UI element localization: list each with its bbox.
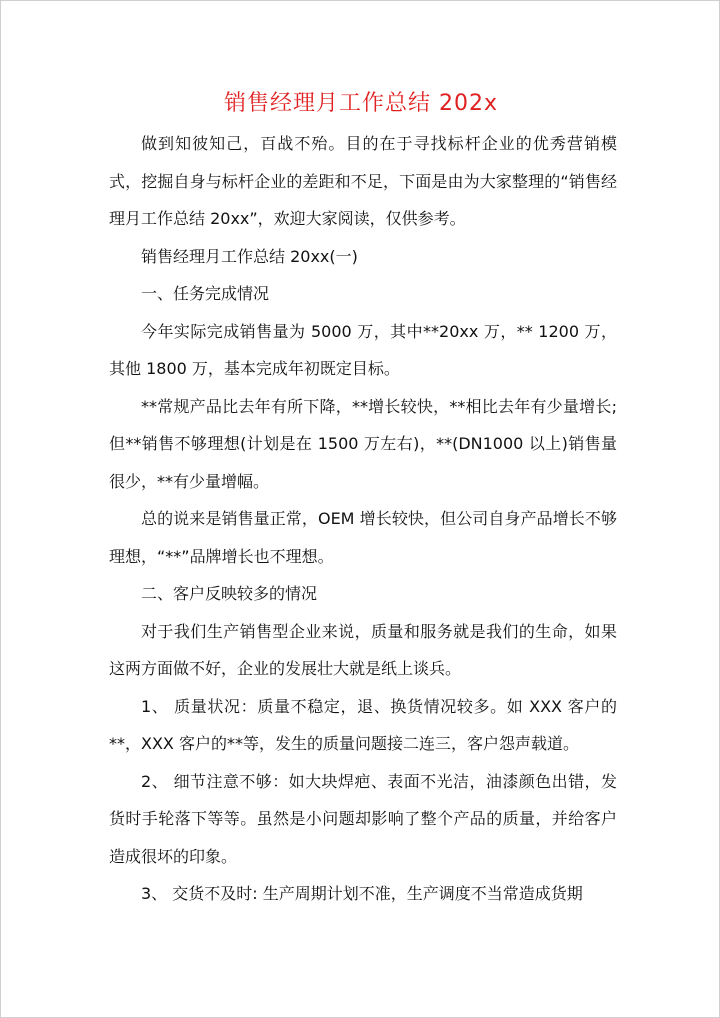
document-body <box>109 125 617 913</box>
list-item-details: 2、 细节注意不够：如大块焊疤、表面不光洁，油漆颜色出错，发货时手轮落下等等。虽然是小问题却影响了整个产品的质量，并给客户造成很坏的印象。 <box>109 771 617 866</box>
section-heading-customer-feedback: 二、客户反映较多的情况 <box>141 584 318 603</box>
paragraph-quality-service: 对于我们生产销售型企业来说，质量和服务就是我们的生命，如果这两方面做不好，企业的发展壮大就是纸上谈兵。 <box>109 621 617 678</box>
document-title: 销售经理月工作总结 202x <box>223 91 498 116</box>
section-heading-task-completion: 一、任务完成情况 <box>141 284 270 303</box>
list-item-quality-status: 1、 质量状况：质量不稳定，退、换货情况较多。如 XXX 客户的**，XXX 客户的**等，发生的质量问题接二连三，客户怨声载道。 <box>109 696 617 753</box>
paragraph-subtitle: 销售经理月工作总结 20xx(一) <box>141 246 358 266</box>
list-item-delivery: 3、 交货不及时: 生产周期计划不准，生产调度不当常造成货期 <box>141 884 583 903</box>
paragraph-sales-volume: 今年实际完成销售量为 5000 万，其中**20xx 万，** 1200 万，其他 1800 万，基本完成年初既定目标。 <box>109 321 617 378</box>
paragraph-summary: 总的说来是销售量正常，OEM 增长较快，但公司自身产品增长不够理想，“**”品牌增长也不理想。 <box>109 509 617 566</box>
paragraph-intro: 做到知彼知己，百战不殆。目的在于寻找标杆企业的优秀营销模式，挖掘自身与标杆企业的差距和不足，下面是由为大家整理的“销售经理月工作总结 20xx”，欢迎大家阅读，仅供参考。 <box>109 134 617 228</box>
paragraph-product-trends: **常规产品比去年有所下降，**增长较快，**相比去年有少量增长;但**销售不够理想(计划是在 1500 万左右)，**(DN1000 以上)销售量很少，**有少量增幅。 <box>109 396 617 491</box>
